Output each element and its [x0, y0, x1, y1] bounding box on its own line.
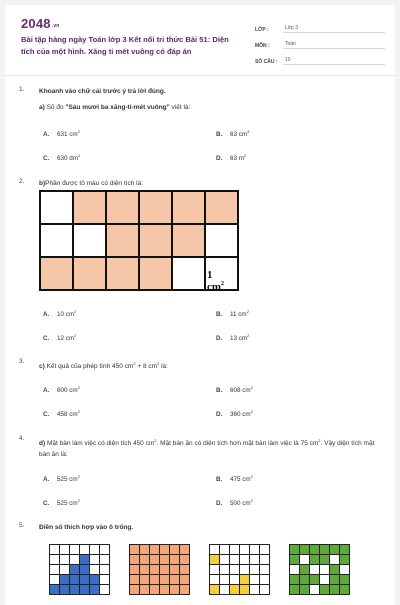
option-letter: D. [216, 411, 223, 418]
grid-cell [171, 223, 206, 258]
option-text: 630 dm [57, 155, 79, 162]
option-text: 525 cm [57, 476, 78, 483]
exponent: 2 [318, 438, 321, 443]
meta-value: 10 [283, 57, 385, 65]
option-letter: B. [216, 387, 223, 394]
option-letter: C. [43, 500, 50, 507]
option-exponent: 2 [74, 309, 77, 314]
option-letter: B. [216, 131, 223, 138]
option-c[interactable] [43, 333, 76, 342]
question-text-part: + 8 cm [135, 363, 158, 370]
grid-cell [39, 256, 74, 291]
option-d[interactable] [216, 498, 253, 507]
option-letter: C. [43, 411, 50, 418]
question-text [39, 178, 379, 189]
grid-cell [72, 223, 107, 258]
meta-row-grade [255, 19, 385, 33]
question-text-part: Mặt bàn làm việc có diện tích 450 cm [46, 440, 155, 447]
option-d[interactable] [216, 409, 253, 418]
grid-cell [204, 190, 239, 225]
question-text [39, 435, 379, 460]
exponent: 2 [157, 361, 160, 366]
meta-key: MÔN : [255, 43, 270, 49]
question-text-part: là: [159, 363, 168, 370]
option-text: 63 m [230, 155, 244, 162]
page-header [5, 5, 395, 73]
question-number: 3. [19, 358, 25, 365]
question-text: Khoanh vào chữ cái trước ý trả lời đúng. [39, 88, 166, 95]
question-text-part: . Mặt bàn ăn có diện tích hơn mặt bàn làm việc là 75 cm [156, 440, 319, 447]
option-letter: C. [43, 335, 50, 342]
option-text: 631 cm [57, 131, 78, 138]
option-exponent: 2 [250, 498, 253, 503]
meta-row-count [255, 51, 385, 65]
option-c[interactable] [43, 153, 80, 162]
unit-cell-text: 1 cm [207, 269, 222, 293]
grid-cell [204, 223, 239, 258]
grid-cell [72, 190, 107, 225]
option-a[interactable] [43, 474, 80, 483]
option-exponent: 2 [74, 333, 77, 338]
question-text: Điền số thích hợp vào ô trống. [39, 524, 134, 531]
question-number: 4. [19, 435, 25, 442]
meta-info [255, 19, 385, 67]
option-c[interactable] [43, 409, 80, 418]
option-exponent: 2 [77, 498, 80, 503]
option-a[interactable] [43, 309, 76, 318]
subpart-text: Số đo [46, 104, 66, 111]
option-text: 10 cm [57, 311, 75, 318]
option-exponent: 2 [77, 474, 80, 479]
question-5 [19, 522, 379, 605]
option-letter: A. [43, 387, 50, 394]
meta-key: SỐ CÂU : [255, 59, 278, 65]
subpart-label: a) [39, 104, 45, 111]
option-text: 500 cm [230, 500, 251, 507]
question-number: 1. [19, 86, 25, 93]
option-letter: A. [43, 131, 50, 138]
option-letter: D. [216, 335, 223, 342]
option-text: 63 cm [230, 131, 248, 138]
option-text: 475 cm [230, 476, 251, 483]
worksheet-page [5, 5, 395, 605]
grid-cell [171, 256, 206, 291]
option-exponent: 3 [247, 129, 250, 134]
option-text: 11 cm [230, 311, 247, 318]
unit-cell-exponent: 2 [221, 281, 225, 287]
option-letter: C. [43, 155, 50, 162]
question-text [39, 358, 379, 372]
exponent: 2 [154, 438, 157, 443]
grid-cell [72, 256, 107, 291]
option-letter: A. [43, 311, 50, 318]
option-text: 608 cm [230, 387, 251, 394]
subpart-label: b) [39, 180, 46, 187]
site-logo[interactable] [21, 16, 60, 31]
option-exponent: 2 [250, 385, 253, 390]
option-letter: D. [216, 500, 223, 507]
option-b[interactable] [216, 474, 253, 483]
header-divider [5, 75, 395, 76]
option-exponent: 2 [246, 309, 249, 314]
grid-cell [105, 223, 140, 258]
logo-text: 2048 [21, 16, 51, 31]
grid-cell [171, 190, 206, 225]
meta-row-subject [255, 35, 385, 49]
question-text-part: . Vậy diện tích mặt bàn ăn là: [39, 440, 375, 458]
grid-cell [105, 256, 140, 291]
subpart-quote: "Sáu mươi ba xăng-ti-mét vuông" [65, 104, 170, 111]
option-exponent: 2 [250, 409, 253, 414]
subpart-text: viết là: [169, 104, 191, 111]
option-c[interactable] [43, 498, 80, 507]
option-exponent: 2 [77, 129, 80, 134]
meta-value: Toán [283, 41, 385, 49]
grid-cell [39, 223, 74, 258]
question-2 [19, 178, 379, 358]
option-b[interactable] [216, 129, 249, 138]
meta-key: LỚP : [255, 27, 269, 33]
option-text: 525 cm [57, 500, 78, 507]
option-letter: D. [216, 155, 223, 162]
question-number: 5. [19, 522, 25, 529]
exponent: 2 [133, 361, 136, 366]
grid-square [339, 584, 350, 595]
question-text-part: Kết quả của phép tính 450 cm [46, 363, 134, 370]
option-exponent: 2 [77, 409, 80, 414]
grid-cell [105, 190, 140, 225]
option-text: 458 cm [57, 411, 78, 418]
grid-cell [138, 256, 173, 291]
grid-square [99, 584, 110, 595]
meta-value: Lớp 3 [283, 25, 385, 33]
option-b[interactable] [216, 385, 253, 394]
option-letter: B. [216, 476, 223, 483]
grid-cell [138, 223, 173, 258]
option-d[interactable] [216, 333, 249, 342]
option-text: 12 cm [57, 335, 75, 342]
grid-cell [39, 190, 74, 225]
grid-cell [138, 190, 173, 225]
grid-square [179, 584, 190, 595]
logo-tld: .vn [51, 23, 60, 29]
subpart-label: d) [39, 440, 46, 447]
option-a[interactable] [43, 129, 80, 138]
unit-cell-label [207, 269, 224, 293]
option-text: 13 cm [230, 335, 248, 342]
grid-square [259, 584, 270, 595]
question-subpart [39, 104, 190, 111]
option-exponent: 2 [250, 474, 253, 479]
option-exponent: 2 [247, 333, 250, 338]
option-a[interactable] [43, 385, 80, 394]
option-exponent: 2 [77, 385, 80, 390]
option-d[interactable] [216, 153, 246, 162]
option-exponent: 2 [78, 153, 81, 158]
subpart-label: c) [39, 363, 45, 370]
worksheet-title: Bài tập hàng ngày Toán lớp 3 Kết nối tri thức Bài 51: Diện tích của một hình. Xăng ti mét vuông có đáp án [21, 35, 229, 56]
option-b[interactable] [216, 309, 249, 318]
option-text: 600 cm [57, 387, 78, 394]
option-letter: A. [43, 476, 50, 483]
question-number: 2. [19, 178, 25, 185]
option-text: 360 cm [230, 411, 251, 418]
option-letter: B. [216, 311, 223, 318]
question-text-body: Phần được tô màu có diện tích là: [45, 180, 144, 187]
option-exponent: 2 [244, 153, 247, 158]
